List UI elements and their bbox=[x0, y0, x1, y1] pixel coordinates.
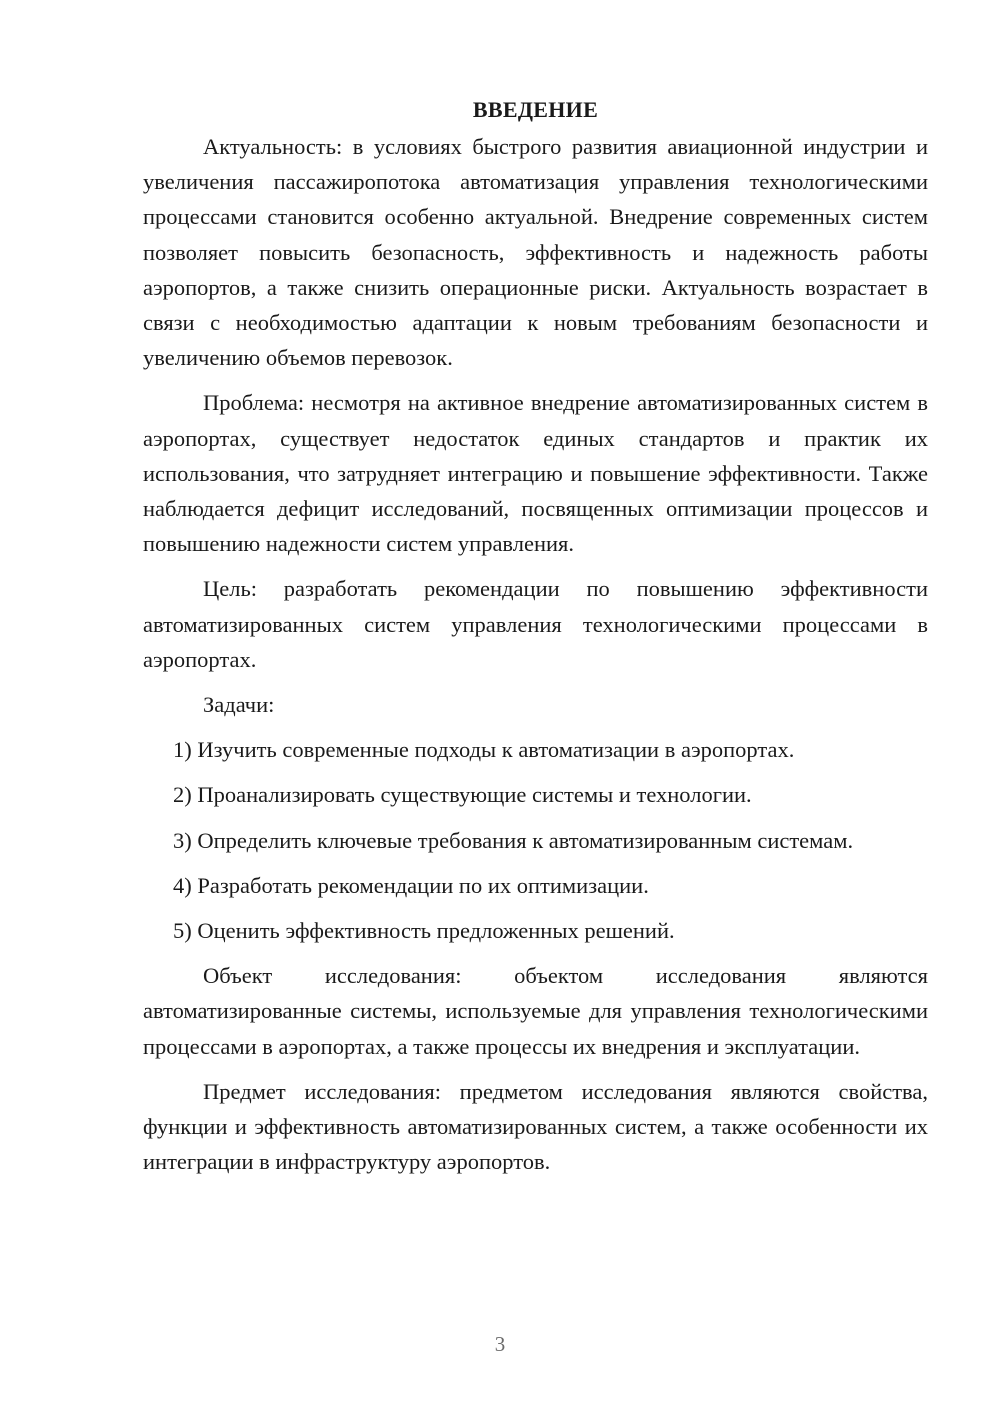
task-item-5: 5) Оценить эффективность предложенных решений. bbox=[173, 918, 675, 944]
subject-paragraph: Предмет исследования: предметом исследования являются свойства, функции и эффективность автоматизированных систем, а также особенности их интеграции в инфраструктуру аэропортов. bbox=[143, 1078, 928, 1175]
task-item-4: 4) Разработать рекомендации по их оптимизации. bbox=[173, 872, 649, 898]
problem-paragraph: Проблема: несмотря на активное внедрение автоматизированных систем в аэропортах, существует недостаток единых стандартов и практик их использования, что затрудняет интеграцию и повышение эффективности. Также наблюдается дефицит исследований, посвященных оптимизации процессов и повышению надежности систем управления. bbox=[143, 390, 928, 557]
task-item-3: 3) Определить ключевые требования к автоматизированным системам. bbox=[173, 827, 854, 853]
relevance-paragraph: Актуальность: в условиях быстрого развития авиационной индустрии и увеличения пассажиропотока автоматизация управления технологическими процессами становится особенно актуальной. Внедрение современных систем позволяет повысить безопасность, эффективность и надежность работы аэропортов, а также снизить операционные риски. Актуальность возрастает в связи с необходимостью адаптации к новым требованиям безопасности и увеличению объемов перевозок. bbox=[143, 134, 928, 371]
task-item-2: 2) Проанализировать существующие системы и технологии. bbox=[173, 782, 752, 808]
task-item-1: 1) Изучить современные подходы к автоматизации в аэропортах. bbox=[173, 737, 795, 763]
section-title: ВВЕДЕНИЕ bbox=[472, 97, 599, 122]
object-paragraph: Объект исследования: объектом исследования являются автоматизированные системы, используемые для управления технологическими процессами в аэропортах, а также процессы их внедрения и эксплуатации. bbox=[143, 963, 928, 1059]
goal-paragraph: Цель: разработать рекомендации по повышению эффективности автоматизированных систем управления технологическими процессами в аэропортах. bbox=[143, 576, 928, 672]
page-number: 3 bbox=[494, 1332, 506, 1356]
document-page bbox=[143, 92, 928, 1179]
tasks-heading: Задачи: bbox=[203, 692, 275, 718]
